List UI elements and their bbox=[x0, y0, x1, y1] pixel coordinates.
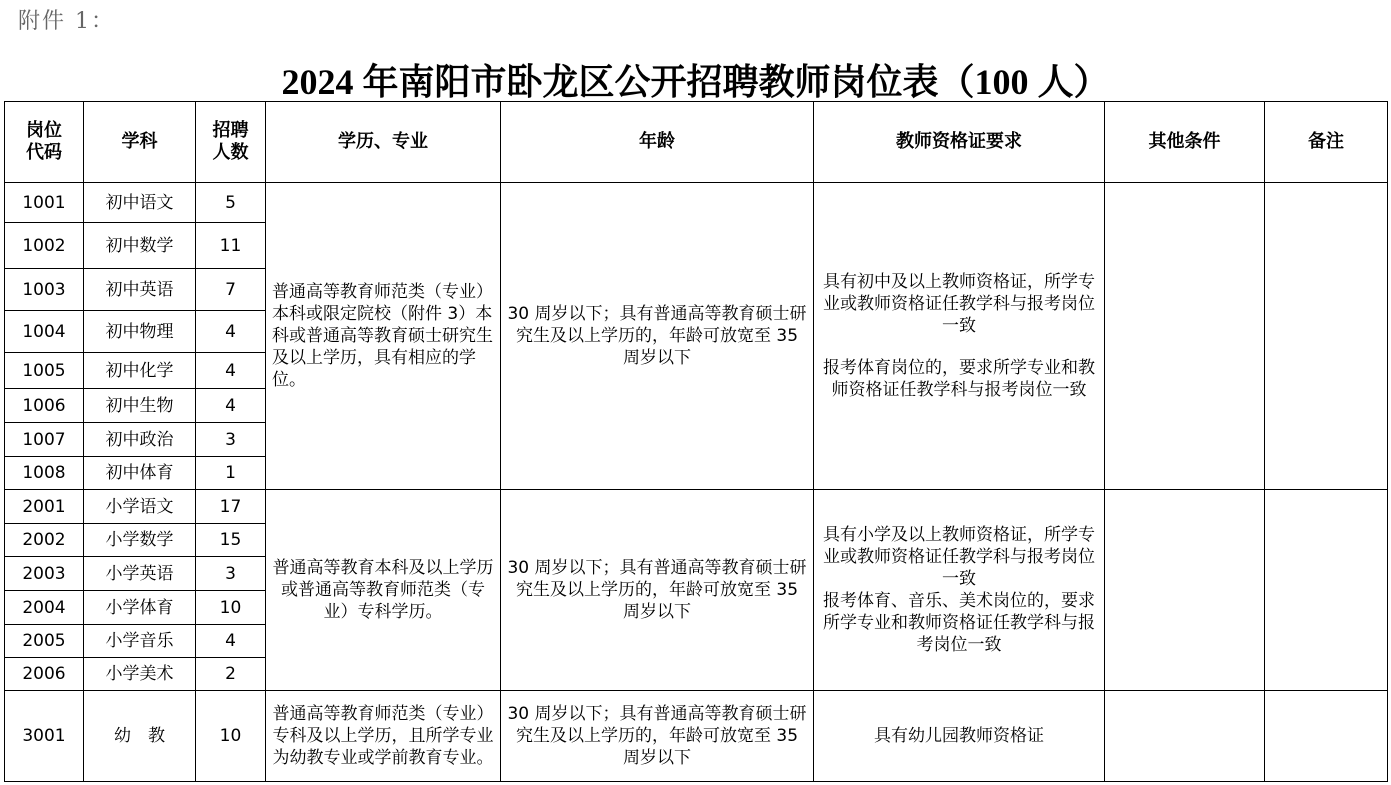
header-education: 学历、专业 bbox=[266, 102, 501, 183]
header-row bbox=[5, 102, 1388, 183]
header-note: 备注 bbox=[1265, 102, 1388, 183]
cell-subject: 初中物理 bbox=[84, 311, 196, 353]
header-code: 岗位 代码 bbox=[5, 102, 84, 183]
cell-subject: 初中语文 bbox=[84, 183, 196, 223]
cell-count: 4 bbox=[196, 625, 266, 658]
cell-note bbox=[1265, 691, 1388, 782]
cell-code: 1005 bbox=[5, 353, 84, 389]
cell-subject: 小学数学 bbox=[84, 524, 196, 557]
certificate-text: 具有小学及以上教师资格证，所学专业或教师资格证任教学科与报考岗位一致 bbox=[823, 525, 1095, 589]
cell-other bbox=[1105, 490, 1265, 691]
cell-subject: 幼 教 bbox=[84, 691, 196, 782]
cell-note bbox=[1265, 183, 1388, 490]
cell-subject: 小学美术 bbox=[84, 658, 196, 691]
cell-code: 1004 bbox=[5, 311, 84, 353]
cell-count: 2 bbox=[196, 658, 266, 691]
cell-subject: 初中体育 bbox=[84, 457, 196, 490]
cell-other bbox=[1105, 183, 1265, 490]
cell-subject: 小学英语 bbox=[84, 557, 196, 591]
cell-code: 2006 bbox=[5, 658, 84, 691]
cell-code: 2001 bbox=[5, 490, 84, 524]
header-age: 年龄 bbox=[501, 102, 814, 183]
table-row bbox=[5, 183, 1388, 223]
cell-subject: 初中化学 bbox=[84, 353, 196, 389]
cell-count: 10 bbox=[196, 591, 266, 625]
cell-subject: 小学语文 bbox=[84, 490, 196, 524]
cell-note bbox=[1265, 490, 1388, 691]
cell-education: 普通高等教育师范类（专业）专科及以上学历，且所学专业为幼教专业或学前教育专业。 bbox=[266, 691, 501, 782]
cell-count: 17 bbox=[196, 490, 266, 524]
cell-code: 3001 bbox=[5, 691, 84, 782]
certificate-text: 报考体育、音乐、美术岗位的，要求所学专业和教师资格证任教学科与报考岗位一致 bbox=[823, 591, 1095, 655]
table-row bbox=[5, 490, 1388, 524]
attachment-label: 附件 1： bbox=[18, 9, 115, 34]
cell-count: 3 bbox=[196, 557, 266, 591]
cell-code: 1006 bbox=[5, 389, 84, 423]
cell-count: 4 bbox=[196, 389, 266, 423]
cell-subject: 初中英语 bbox=[84, 269, 196, 311]
cell-code: 1007 bbox=[5, 423, 84, 457]
cell-subject: 初中数学 bbox=[84, 223, 196, 269]
header-subject: 学科 bbox=[84, 102, 196, 183]
cell-code: 1003 bbox=[5, 269, 84, 311]
cell-code: 1008 bbox=[5, 457, 84, 490]
header-count: 招聘 人数 bbox=[196, 102, 266, 183]
cell-subject: 小学体育 bbox=[84, 591, 196, 625]
page-title: 2024 年南阳市卧龙区公开招聘教师岗位表（100 人） bbox=[281, 62, 1110, 102]
cell-count: 4 bbox=[196, 311, 266, 353]
cell-count: 15 bbox=[196, 524, 266, 557]
cell-count: 4 bbox=[196, 353, 266, 389]
cell-count: 3 bbox=[196, 423, 266, 457]
cell-count: 1 bbox=[196, 457, 266, 490]
cell-subject: 小学音乐 bbox=[84, 625, 196, 658]
cell-age: 30 周岁以下；具有普通高等教育硕士研究生及以上学历的，年龄可放宽至 35 周岁以下 bbox=[501, 691, 814, 782]
cell-code: 2004 bbox=[5, 591, 84, 625]
cell-subject: 初中生物 bbox=[84, 389, 196, 423]
cell-code: 1001 bbox=[5, 183, 84, 223]
certificate-text: 具有初中及以上教师资格证，所学专业或教师资格证任教学科与报考岗位一致 bbox=[823, 272, 1095, 336]
job-positions-table bbox=[4, 101, 1388, 782]
cell-count: 7 bbox=[196, 269, 266, 311]
cell-certificate bbox=[814, 183, 1105, 490]
cell-education: 普通高等教育师范类（专业）本科或限定院校（附件 3）本科或普通高等教育硕士研究生及以上学历，具有相应的学位。 bbox=[266, 183, 501, 490]
header-other: 其他条件 bbox=[1105, 102, 1265, 183]
cell-code: 2005 bbox=[5, 625, 84, 658]
table-row bbox=[5, 691, 1388, 782]
certificate-text: 报考体育岗位的，要求所学专业和教师资格证任教学科与报考岗位一致 bbox=[823, 358, 1095, 400]
cell-count: 10 bbox=[196, 691, 266, 782]
cell-code: 2003 bbox=[5, 557, 84, 591]
cell-subject: 初中政治 bbox=[84, 423, 196, 457]
cell-code: 2002 bbox=[5, 524, 84, 557]
cell-education: 普通高等教育本科及以上学历或普通高等教育师范类（专业）专科学历。 bbox=[266, 490, 501, 691]
cell-certificate: 具有幼儿园教师资格证 bbox=[814, 691, 1105, 782]
cell-age: 30 周岁以下；具有普通高等教育硕士研究生及以上学历的，年龄可放宽至 35 周岁以下 bbox=[501, 490, 814, 691]
cell-count: 11 bbox=[196, 223, 266, 269]
cell-age: 30 周岁以下；具有普通高等教育硕士研究生及以上学历的，年龄可放宽至 35 周岁以下 bbox=[501, 183, 814, 490]
cell-certificate bbox=[814, 490, 1105, 691]
header-certificate: 教师资格证要求 bbox=[814, 102, 1105, 183]
cell-count: 5 bbox=[196, 183, 266, 223]
cell-code: 1002 bbox=[5, 223, 84, 269]
cell-other bbox=[1105, 691, 1265, 782]
